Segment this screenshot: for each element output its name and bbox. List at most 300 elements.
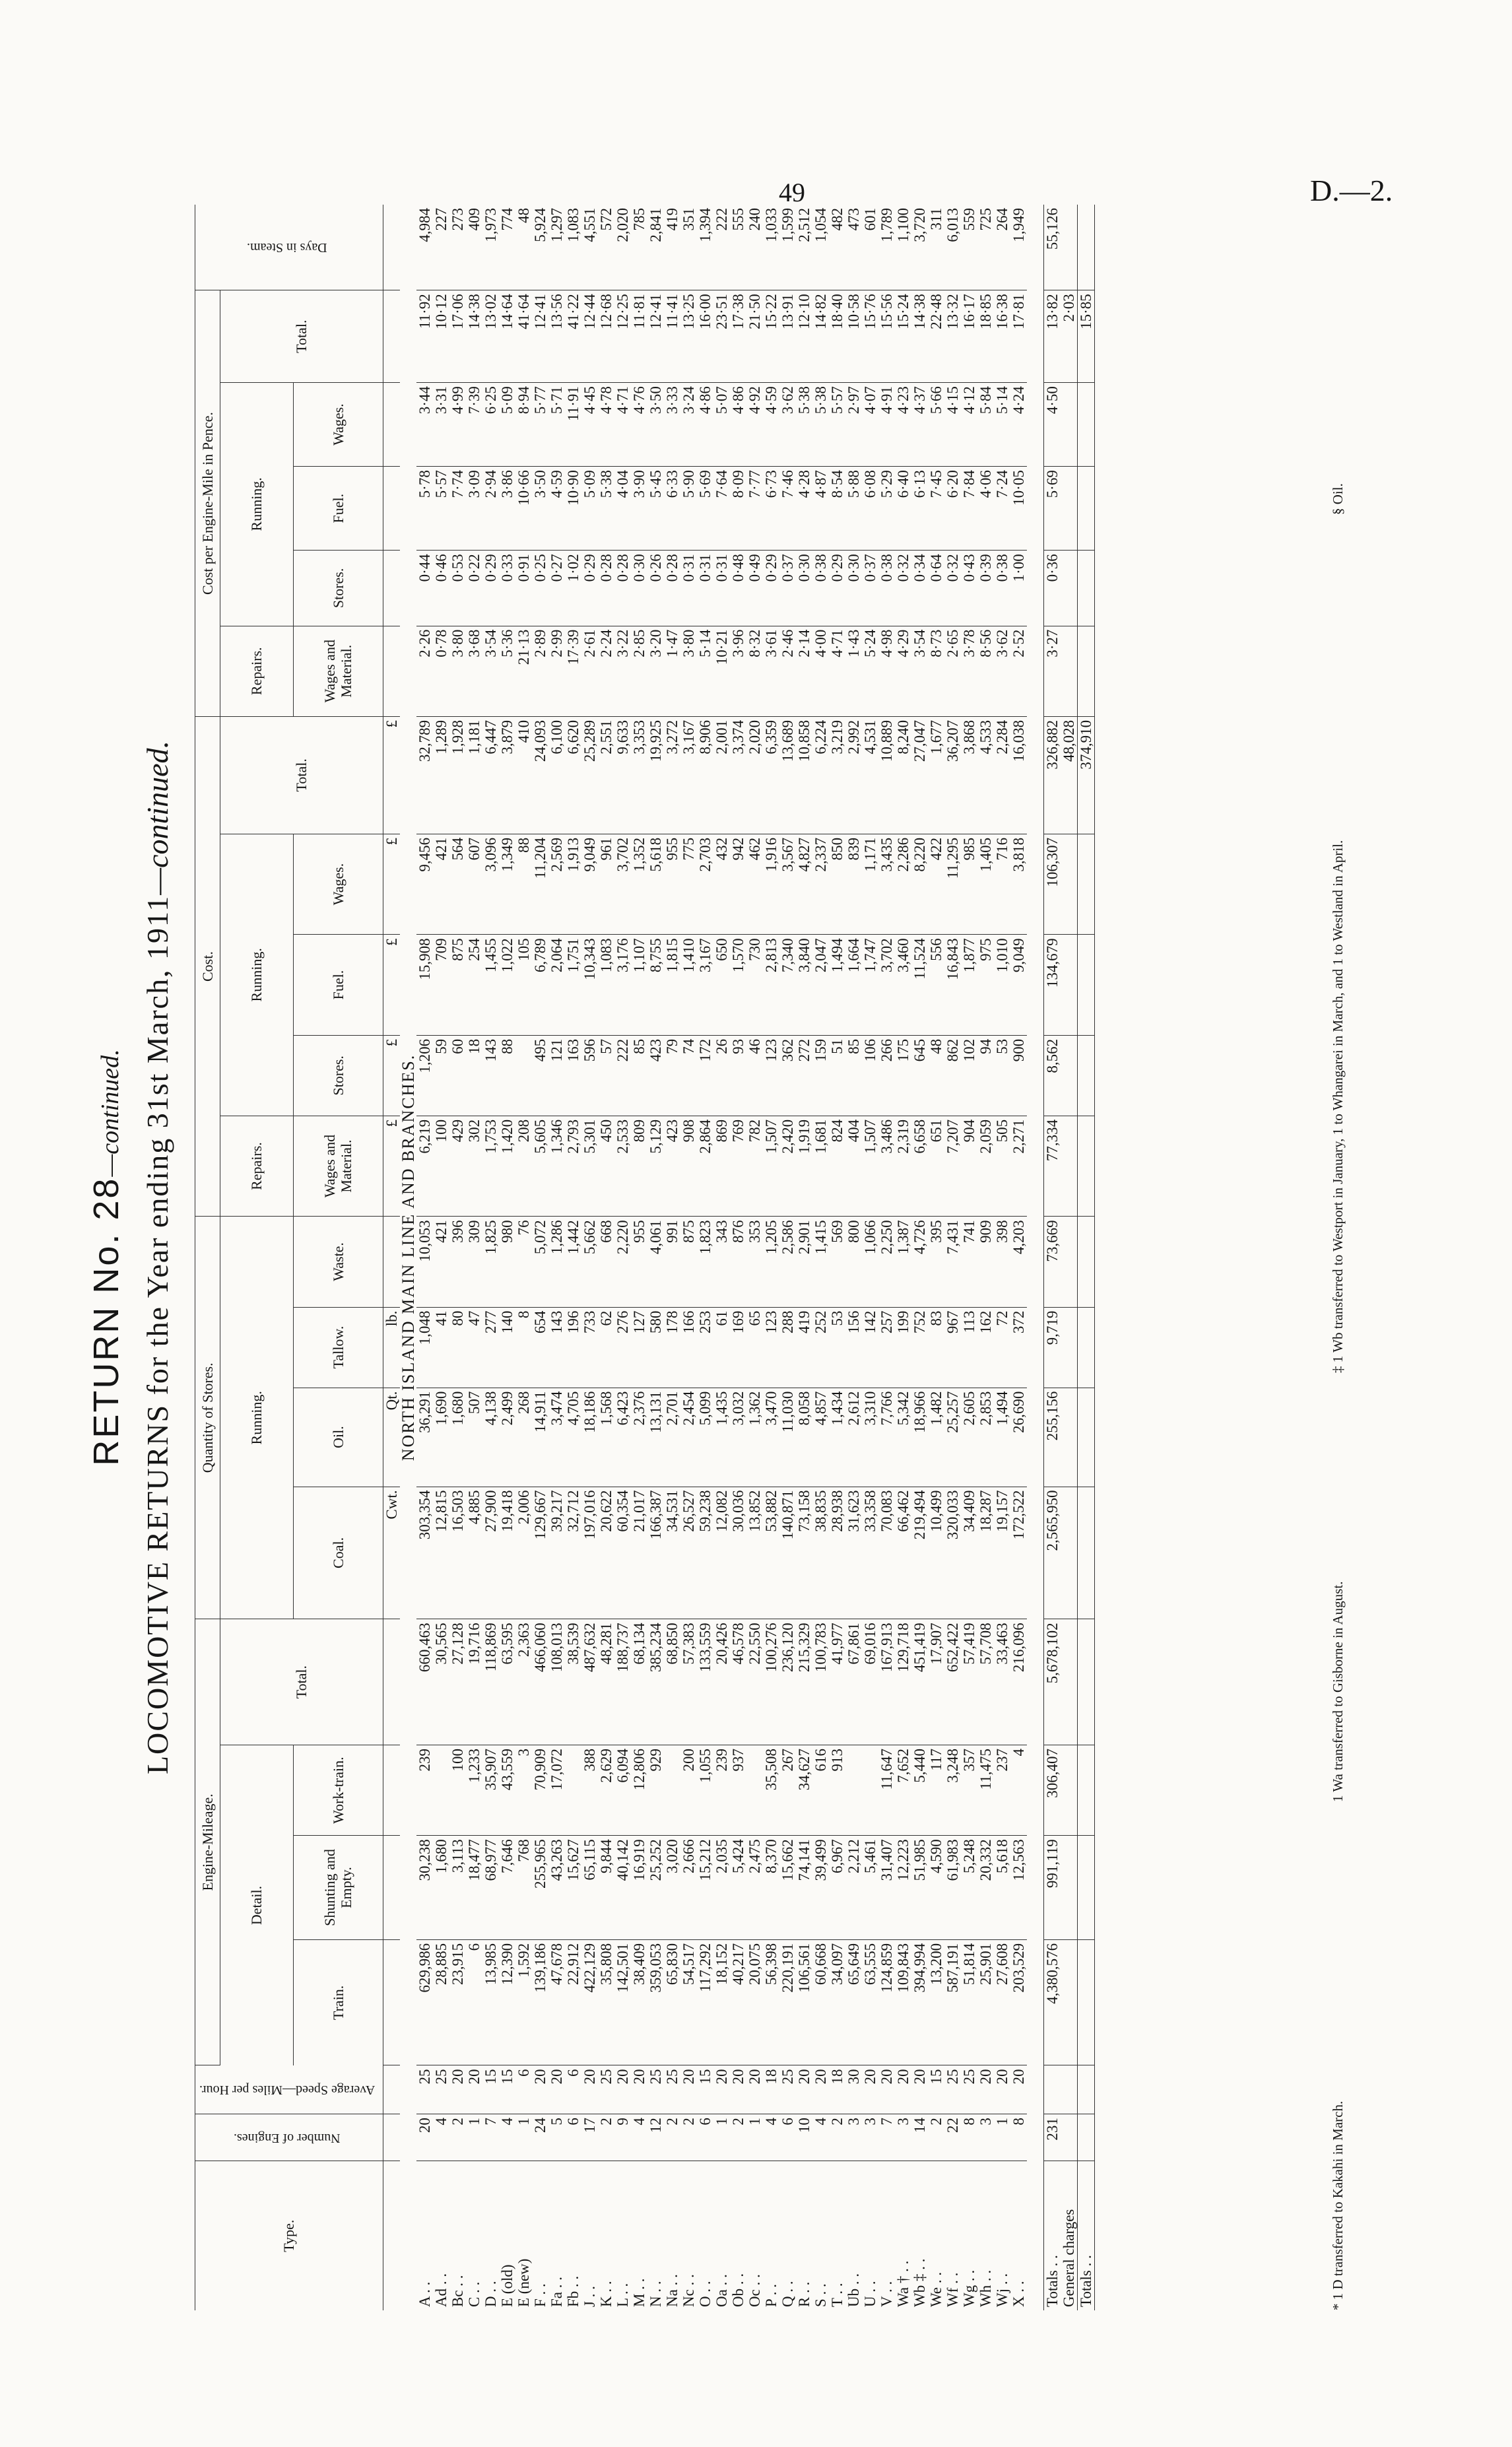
table-cell: 5,342 (895, 1388, 911, 1487)
table-cell: 6,423 (614, 1388, 631, 1487)
table-cell: 1,010 (994, 935, 1010, 1036)
table-cell: 4·37 (911, 383, 928, 467)
table-cell: 985 (961, 834, 977, 935)
table-cell: 2,864 (697, 1116, 713, 1217)
table-cell: 38,835 (812, 1487, 829, 1619)
table-cell: 4·91 (878, 383, 895, 467)
table-cell: 12,082 (713, 1487, 730, 1619)
table-cell: 967 (944, 1307, 961, 1388)
table-row (977, 205, 994, 2310)
table-cell: 0·30 (796, 551, 812, 626)
table-cell: 1 (713, 2114, 730, 2161)
table-cell: 7·46 (779, 467, 796, 551)
table-cell: 268 (515, 1388, 532, 1487)
table-cell (1061, 2114, 1078, 2161)
table-cell: 20 (416, 2114, 433, 2161)
table-cell: 6 (565, 2065, 581, 2114)
table-cell: 904 (961, 1116, 977, 1217)
table-cell: 118,869 (482, 1619, 499, 1745)
col-coal: Coal. (293, 1487, 383, 1619)
table-cell: 18,966 (911, 1388, 928, 1487)
table-cell: 0·31 (680, 551, 697, 626)
table-cell: 1,751 (565, 935, 581, 1036)
table-cell: 22 (944, 2114, 961, 2161)
col-pence-total: Total. (220, 290, 383, 383)
table-cell: 72 (994, 1307, 1010, 1388)
table-cell: 385,234 (647, 1619, 664, 1745)
table-cell: 3,567 (779, 834, 796, 935)
row-label: O . . (696, 2281, 713, 2307)
table-cell (1061, 1388, 1078, 1487)
table-cell (515, 1035, 532, 1116)
table-cell: 8,562 (1043, 1035, 1061, 1116)
table-cell: 5·77 (532, 383, 548, 467)
table-cell: 2 (664, 2114, 680, 2161)
table-cell: 5·69 (697, 467, 713, 551)
table-cell (1077, 467, 1094, 551)
table-cell: 11·91 (565, 383, 581, 467)
table-cell: 596 (581, 1035, 598, 1116)
col-pence-wages: Wages. (293, 383, 383, 467)
table-cell: 5·29 (878, 467, 895, 551)
table-cell: 47,678 (548, 1939, 565, 2065)
table-cell: 197,016 (581, 1487, 598, 1619)
table-cell: 6·25 (482, 383, 499, 467)
table-cell: 3,176 (614, 935, 631, 1036)
table-cell: 40,142 (614, 1836, 631, 1940)
table-cell: 10·66 (515, 467, 532, 551)
table-row (878, 205, 895, 2310)
table-cell: 51 (829, 1035, 845, 1116)
table-cell: 2,250 (878, 1217, 895, 1307)
table-cell: 199 (895, 1307, 911, 1388)
table-cell: 15,662 (779, 1836, 796, 1940)
table-cell: 0·53 (449, 551, 466, 626)
table-cell: 3·33 (664, 383, 680, 467)
table-cell: 421 (433, 834, 449, 935)
table-cell: 5,072 (532, 1217, 548, 1307)
table-cell: 203,529 (1010, 1939, 1027, 2065)
table-cell: 1,664 (845, 935, 862, 1036)
table-cell: 4·06 (977, 467, 994, 551)
table-cell: 850 (829, 834, 845, 935)
table-row (614, 205, 631, 2310)
table-cell: 6,658 (911, 1116, 928, 1217)
table-row (482, 205, 499, 2310)
table-cell: 172 (697, 1035, 713, 1116)
table-cell: 38,409 (631, 1939, 647, 2065)
table-cell: 0·28 (598, 551, 614, 626)
table-row (449, 205, 466, 2310)
col-tallow: Tallow. (293, 1307, 383, 1388)
table-cell: 16·38 (994, 290, 1010, 383)
table-cell: 15,212 (697, 1836, 713, 1940)
table-cell: 5·38 (598, 467, 614, 551)
table-cell: 4·04 (614, 467, 631, 551)
table-cell: 15·76 (862, 290, 878, 383)
table-cell: 7·45 (928, 467, 944, 551)
table-cell: 100 (449, 1745, 466, 1835)
table-cell: 2,035 (713, 1836, 730, 1940)
grp-detail: Detail. (220, 1745, 293, 2065)
table-cell: 21·50 (746, 290, 763, 383)
table-cell: 6 (697, 2114, 713, 2161)
table-cell: 2 (829, 2114, 845, 2161)
table-cell: 63,595 (499, 1619, 515, 1745)
table-cell: 2,701 (664, 1388, 680, 1487)
table-cell: 219,494 (911, 1487, 928, 1619)
table-cell: 4·29 (895, 626, 911, 716)
table-cell: 4·86 (697, 383, 713, 467)
table-cell (1077, 935, 1094, 1036)
table-cell: 14·38 (911, 290, 928, 383)
table-cell: 85 (845, 1035, 862, 1116)
table-cell: 2,420 (779, 1116, 796, 1217)
table-cell: 14,911 (532, 1388, 548, 1487)
general-charges-row (1061, 205, 1078, 2310)
table-cell: 1,815 (664, 935, 680, 1036)
table-cell: 20,075 (746, 1939, 763, 2065)
table-cell: 11,524 (911, 935, 928, 1036)
spacer-row (1027, 205, 1044, 2310)
row-label: Ob . . (729, 2273, 746, 2307)
table-cell: 255,156 (1043, 1388, 1061, 1487)
table-cell: 20,332 (977, 1836, 994, 1940)
table-cell: 27,900 (482, 1487, 499, 1619)
table-cell (1077, 383, 1094, 467)
table-cell: 20 (746, 2065, 763, 2114)
table-cell: 3·61 (763, 626, 779, 716)
table-cell: 6·40 (895, 467, 911, 551)
table-row (862, 205, 878, 2310)
table-cell: 20 (812, 2065, 829, 2114)
table-cell: 1,949 (1010, 205, 1027, 290)
table-cell: 100 (433, 1116, 449, 1217)
table-cell: 0·29 (581, 551, 598, 626)
table-cell: 419 (664, 205, 680, 290)
table-cell: 20 (994, 2065, 1010, 2114)
table-cell: 7·24 (994, 467, 1010, 551)
table-cell: 1,048 (416, 1307, 433, 1388)
table-cell: 13,689 (779, 716, 796, 834)
table-cell: 395 (928, 1217, 944, 1307)
table-cell (1077, 1217, 1094, 1307)
table-cell: 0·78 (433, 626, 449, 716)
table-cell: 6,620 (565, 716, 581, 834)
table-row (944, 205, 961, 2310)
table-cell: 5·09 (581, 467, 598, 551)
table-cell: 15·56 (878, 290, 895, 383)
table-row (713, 205, 730, 2310)
table-cell: 2,006 (515, 1487, 532, 1619)
table-row (1010, 205, 1027, 2310)
table-cell: 267 (779, 1745, 796, 1835)
table-cell: 1,181 (466, 716, 482, 834)
table-cell: 10·58 (845, 290, 862, 383)
table-cell: 4,380,576 (1043, 1939, 1061, 2065)
table-cell: 587,191 (944, 1939, 961, 2065)
table-row (812, 205, 829, 2310)
table-cell: 20 (911, 2065, 928, 2114)
table-cell: 5,440 (911, 1745, 928, 1835)
table-cell: 709 (433, 935, 449, 1036)
table-cell: 645 (911, 1035, 928, 1116)
table-cell: 121 (548, 1035, 565, 1116)
table-cell: 4 (433, 2114, 449, 2161)
table-cell: 11,030 (779, 1388, 796, 1487)
table-cell: 1,289 (433, 716, 449, 834)
table-cell: 4,857 (812, 1388, 829, 1487)
table-cell: 1,415 (812, 1217, 829, 1307)
grp-cost-repairs: Repairs. (220, 1116, 293, 1217)
table-cell: 3,248 (944, 1745, 961, 1835)
grp-cost-running: Running. (220, 834, 293, 1116)
table-cell: 372 (1010, 1307, 1027, 1388)
table-cell: 200 (680, 1745, 697, 1835)
table-cell: 3,702 (614, 834, 631, 935)
table-cell: 1,973 (482, 205, 499, 290)
table-cell: 21·13 (515, 626, 532, 716)
table-cell: 12·44 (581, 290, 598, 383)
footnote: § Oil. (1330, 483, 1346, 515)
table-cell: 800 (845, 1217, 862, 1307)
table-cell: 4·45 (581, 383, 598, 467)
table-cell: 123 (763, 1035, 779, 1116)
table-row (515, 205, 532, 2310)
table-cell: 0·64 (928, 551, 944, 626)
table-cell: 15·24 (895, 290, 911, 383)
table-cell (1061, 1939, 1078, 2065)
table-cell: 9,456 (416, 834, 433, 935)
table-cell: 5·69 (1043, 467, 1061, 551)
table-cell: 10,343 (581, 935, 598, 1036)
table-cell: 311 (928, 205, 944, 290)
table-cell: 0·34 (911, 551, 928, 626)
table-cell: 31,623 (845, 1487, 862, 1619)
table-cell: 2,020 (614, 205, 631, 290)
table-cell: 1,592 (515, 1939, 532, 2065)
table-cell: 654 (532, 1307, 548, 1388)
table-cell: 1,349 (499, 834, 515, 935)
table-cell: 3·27 (1043, 626, 1061, 716)
table-cell: 5·38 (796, 383, 812, 467)
table-cell: 129,718 (895, 1619, 911, 1745)
table-cell: 775 (680, 834, 697, 935)
table-cell: 0·31 (713, 551, 730, 626)
table-cell: 5·84 (977, 383, 994, 467)
row-label: Ub . . (845, 2273, 862, 2307)
table-cell: 9,719 (1043, 1307, 1061, 1388)
table-cell: 53,882 (763, 1487, 779, 1619)
table-cell: 133,559 (697, 1619, 713, 1745)
table-cell: 33,463 (994, 1619, 1010, 1745)
table-cell: 2 (680, 2114, 697, 2161)
table-cell: 4 (499, 2114, 515, 2161)
table-cell: 12,563 (1010, 1836, 1027, 1940)
table-cell: 14·64 (499, 290, 515, 383)
table-cell: 129,667 (532, 1487, 548, 1619)
table-cell: 123 (763, 1307, 779, 1388)
table-cell: 17·81 (1010, 290, 1027, 383)
table-cell: 2,001 (713, 716, 730, 834)
table-cell: 961 (598, 834, 614, 935)
table-cell: 7,646 (499, 1836, 515, 1940)
table-cell: 17 (581, 2114, 598, 2161)
col-mileage-total: Total. (220, 1619, 383, 1745)
table-cell: 18·40 (829, 290, 845, 383)
table-cell: 16,503 (449, 1487, 466, 1619)
table-cell: 4,138 (482, 1388, 499, 1487)
table-cell: 937 (730, 1745, 746, 1835)
table-cell: 27,608 (994, 1939, 1010, 2065)
table-cell: 2·89 (532, 626, 548, 716)
col-waste: Waste. (293, 1217, 383, 1307)
table-cell: 10,499 (928, 1487, 944, 1619)
row-label: General charges (1061, 2161, 1078, 2310)
table-cell: 10,889 (878, 716, 895, 834)
table-cell: 26,690 (1010, 1388, 1027, 1487)
table-cell: 1 (466, 2114, 482, 2161)
table-row (895, 205, 911, 2310)
table-cell: 913 (829, 1745, 845, 1835)
table-cell: 30,238 (416, 1836, 433, 1940)
table-cell: 5·90 (680, 467, 697, 551)
table-cell: 8,058 (796, 1388, 812, 1487)
table-cell: 4 (812, 2114, 829, 2161)
table-cell: 3,310 (862, 1388, 878, 1487)
table-cell: 3,167 (680, 716, 697, 834)
table-row (532, 205, 548, 2310)
table-cell: 35,907 (482, 1745, 499, 1835)
table-cell: 237 (994, 1745, 1010, 1835)
table-cell: 559 (961, 205, 977, 290)
table-cell: 1,346 (548, 1116, 565, 1217)
table-cell: 25 (961, 2065, 977, 2114)
table-cell: 4 (763, 2114, 779, 2161)
table-cell: 3·62 (779, 383, 796, 467)
table-cell: 3,435 (878, 834, 895, 935)
table-cell: 3·44 (416, 383, 433, 467)
table-cell: 6,224 (812, 716, 829, 834)
table-cell: 61 (713, 1307, 730, 1388)
table-cell: 11,647 (878, 1745, 895, 1835)
table-cell: 4 (1010, 1745, 1027, 1835)
table-cell: 143 (548, 1307, 565, 1388)
table-cell: 34,531 (664, 1487, 680, 1619)
table-cell: 20 (449, 2065, 466, 2114)
table-cell: 2,853 (977, 1388, 994, 1487)
table-cell: 774 (499, 205, 515, 290)
table-cell: 4,726 (911, 1217, 928, 1307)
units-row (383, 205, 400, 2310)
table-cell (862, 1745, 878, 1835)
table-cell: 14·38 (466, 290, 482, 383)
table-cell: 36,291 (416, 1388, 433, 1487)
table-cell: 70,909 (532, 1745, 548, 1835)
col-cost-stores: Stores. (293, 1035, 383, 1116)
table-cell: 1,083 (598, 935, 614, 1036)
table-cell (1077, 2114, 1094, 2161)
table-cell: 11·41 (664, 290, 680, 383)
table-cell: 2·61 (581, 626, 598, 716)
table-cell: 7 (482, 2114, 499, 2161)
table-cell: 142,501 (614, 1939, 631, 2065)
col-type: Type. (195, 2161, 383, 2310)
table-cell: 13·25 (680, 290, 697, 383)
table-cell: 22,912 (565, 1939, 581, 2065)
table-cell: 809 (631, 1116, 647, 1217)
table-cell: 564 (449, 834, 466, 935)
row-label: Ad . . (432, 2273, 449, 2307)
table-cell: 79 (664, 1035, 680, 1116)
table-cell: 28,938 (829, 1487, 845, 1619)
table-cell (1077, 626, 1094, 716)
table-cell: 288 (779, 1307, 796, 1388)
table-cell (433, 1745, 449, 1835)
table-cell: 0·22 (466, 551, 482, 626)
table-cell: 3,720 (911, 205, 928, 290)
table-cell (1061, 1116, 1078, 1217)
table-cell: 5 (548, 2114, 565, 2161)
table-cell: 0·37 (779, 551, 796, 626)
table-cell: 124,859 (878, 1939, 895, 2065)
table-cell: 2,064 (548, 935, 565, 1036)
table-cell: 1·02 (565, 551, 581, 626)
table-row (779, 205, 796, 2310)
table-cell: 1·00 (1010, 551, 1027, 626)
table-cell (1077, 1836, 1094, 1940)
table-cell: 2,703 (697, 834, 713, 935)
row-label: Na . . (663, 2274, 680, 2307)
col-pence-fuel: Fuel. (293, 467, 383, 551)
table-cell: 3,460 (895, 935, 911, 1036)
row-label: M . . (630, 2278, 647, 2307)
table-cell: 12·41 (647, 290, 664, 383)
table-cell: 39,499 (812, 1836, 829, 1940)
col-pence-stores: Stores. (293, 551, 383, 626)
table-cell: 54,517 (680, 1939, 697, 2065)
table-cell: 15 (482, 2065, 499, 2114)
rotated-return-table (86, 205, 1366, 2310)
row-label: V . . (878, 2281, 895, 2307)
table-cell: 68,850 (664, 1619, 680, 1745)
col-cost-fuel: Fuel. (293, 935, 383, 1036)
table-cell: 25 (433, 2065, 449, 2114)
table-cell: 875 (680, 1217, 697, 1307)
table-cell (1077, 1116, 1094, 1217)
table-cell: 9,049 (1010, 935, 1027, 1036)
table-cell: 2 (598, 2114, 614, 2161)
table-cell: 20 (581, 2065, 598, 2114)
table-cell: 1,570 (730, 935, 746, 1036)
table-cell: 25 (944, 2065, 961, 2114)
table-row (598, 205, 614, 2310)
table-cell: 3·62 (994, 626, 1010, 716)
table-cell: 1,410 (680, 935, 697, 1036)
table-cell: 142 (862, 1307, 878, 1388)
table-cell: 3,702 (878, 935, 895, 1036)
table-cell: 18,287 (977, 1487, 994, 1619)
table-cell: 276 (614, 1307, 631, 1388)
table-cell: 6,219 (416, 1116, 433, 1217)
row-label: Wa † . . (894, 2260, 911, 2307)
table-cell: 28,885 (433, 1939, 449, 2065)
table-cell: 239 (416, 1745, 433, 1835)
table-row (647, 205, 664, 2310)
table-cell: 8,370 (763, 1836, 779, 1940)
table-cell: 30 (845, 2065, 862, 2114)
table-cell: 0·91 (515, 551, 532, 626)
